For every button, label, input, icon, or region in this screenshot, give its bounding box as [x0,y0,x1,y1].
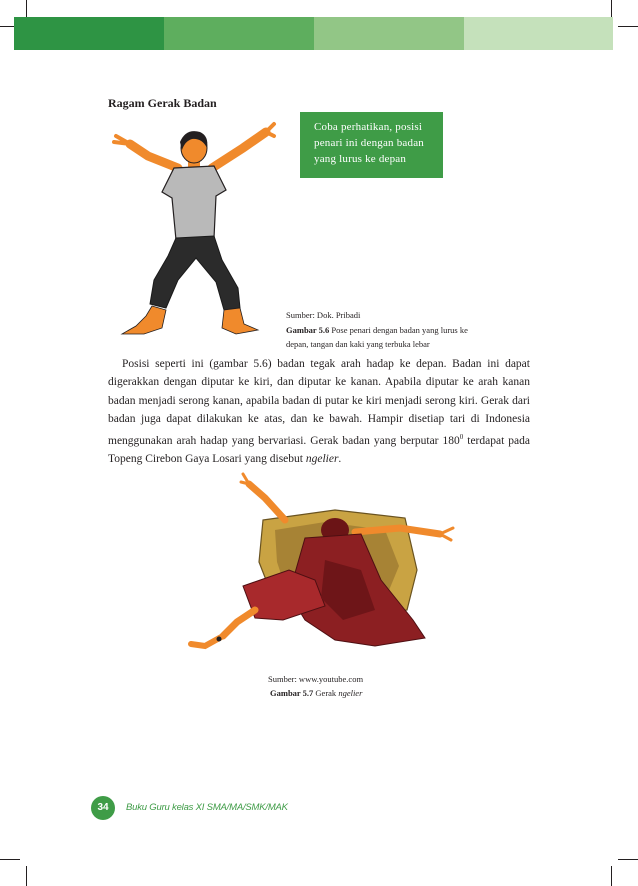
figure-caption [286,323,506,351]
crop-mark [0,859,20,860]
figure-label: Gambar 5.6 [286,325,330,335]
paragraph-text: . [338,453,342,466]
figure-source: Sumber: Dok. Pribadi [286,310,361,320]
header-band-2 [164,17,314,50]
header-band-1 [14,17,164,50]
caption-text: Pose penari dengan badan yang lurus ke [331,325,468,335]
degree-mark: 0 [459,433,464,442]
body-paragraph [108,355,530,469]
figure-label: Gambar 5.7 [270,688,314,698]
crop-mark [26,866,27,886]
figure-caption [270,688,362,698]
header-band-3 [314,17,464,50]
callout-line: Coba perhatikan, posisi [314,121,423,133]
crop-mark [618,26,638,27]
paragraph-text: terdapat pada Topeng Cirebon Gaya Losari yang disebut [108,435,530,466]
caption-text: depan, tangan dan kaki yang terbuka lebar [286,339,430,349]
figure-dancer-ngelier [185,470,460,655]
term-ngelier: ngelier [305,453,339,466]
header-band-4 [464,17,613,50]
figure-source: Sumber: www.youtube.com [268,674,364,684]
crop-mark [618,859,638,860]
callout-box [300,112,443,178]
crop-mark [611,866,612,886]
footer-book-title: Buku Guru kelas XI SMA/MA/SMK/MAK [126,802,288,813]
page-number: 34 [91,796,115,820]
figure-dancer-standing [108,120,278,345]
section-title: Ragam Gerak Badan [108,96,217,110]
callout-line: yang lurus ke depan [314,153,407,165]
caption-text: Gerak [313,688,339,698]
paragraph-text: Posisi seperti ini (gambar 5.6) badan tegak arah hadap ke depan. Badan ini dapat digerakkan dengan diputar ke kiri, dan diputar ke kanan. Apabila diputar ke arah kanan badan menjadi serong kanan, apabila badan di putar ke kiri menjadi serong kiri. Gerak dari badan juga dapat dilakukan ke atas, dan ke bawah. Hampir disetiap tari di Indonesia menggunakan arah hadap yang bervariasi. Gerak badan yang berputar 180 [108,358,530,448]
caption-term: ngelier [338,688,363,698]
callout-line: penari ini dengan badan [314,137,424,149]
